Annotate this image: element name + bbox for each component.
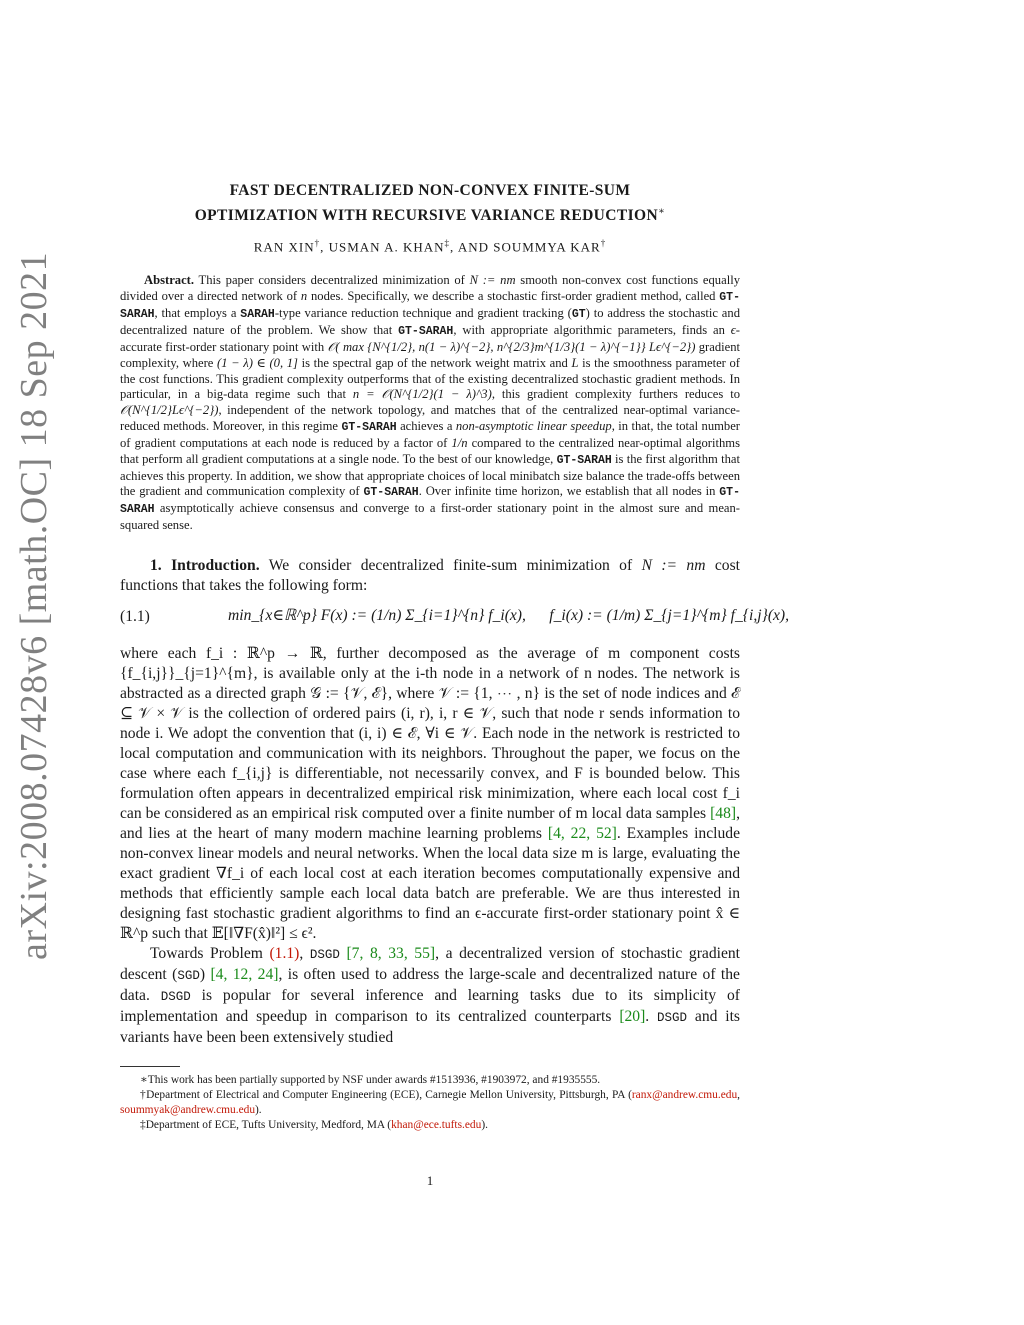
citation-link[interactable]: [7, 8, 33, 55] (346, 944, 436, 962)
intro-paragraph-3: Towards Problem (1.1), DSGD [7, 8, 33, 55], a decentralized version of stochastic gradient descent (SGD) [4, 12, 24], is often used to address the large-scale and decentralized nature of the data. DSGD is popular for several inference and learning tasks due to its simplicity of implementation and speedup in comparison to its centralized counterparts [20]. DSGD and its variants have been been extensively studied (120, 944, 741, 1046)
email-link[interactable]: soummyak@andrew.cmu.edu (120, 1103, 256, 1116)
algorithm-name: GT-SARAH (120, 291, 740, 322)
abstract: Abstract. This paper considers decentralized minimization of N := nm smooth non-convex cost functions equally divided over a directed network of n nodes. Specifically, we describe a stochastic first-order gradient method, called GT-SARAH, that employs a SARAH-type variance reduction technique and gradient tracking (GT) to address the stochastic and decentralized nature of the problem. We show that GT-SARAH, with appropriate algorithmic parameters, finds an ϵ-accurate first-order stationary point with 𝒪( max {N^{1/2}, n(1 − λ)^{−2}, n^{2/3}m^{1/3}(1 − λ)^{−1}} Lϵ^{−2}) gradient complexity, where (1 − λ) ∈ (0, 1] is the spectral gap of the network weight matrix and L is the smoothness parameter of the cost functions. This gradient complexity outperforms that of the existing decentralized stochastic gradient methods. In particular, in a big-data regime such that n = 𝒪(N^{1/2}(1 − λ)^3), this gradient complexity furthers reduces to 𝒪(N^{1/2}Lϵ^{−2}), independent of the network topology, and matches that of the centralized near-optimal variance-reduced methods. Moreover, in this regime GT-SARAH achieves a non-asymptotic linear speedup, in that, the total number of gradient computations at each node is reduced by a factor of 1/n compared to the centralized near-optimal algorithms that perform all gradient computations at a single node. To the best of our knowledge, GT-SARAH is the first algorithm that achieves this property. In addition, we show that appropriate choices of local minibatch size balance the trade-offs between the gradient and communication complexity of GT-SARAH. Over infinite time horizon, we establish that all nodes in GT-SARAH asymptotically achieve consensus and converge to a first-order stationary point in the almost sure and mean-squared sense. (120, 273, 741, 533)
equation-body: min_{x∈ℝ^p} F(x) := (1/n) Σ_{i=1}^{n} f_i(x), f_i(x) := (1/m) Σ_{j=1}^{m} f_{i,j}(x), (228, 606, 790, 624)
email-link[interactable]: ranx@andrew.cmu.edu (631, 1088, 738, 1101)
author-list: RAN XIN†, USMAN A. KHAN‡, AND SOUMMYA KAR† (253, 238, 607, 255)
citation-link[interactable]: [4, 22, 52] (547, 824, 617, 842)
footnote-affiliation-cmu: †Department of Electrical and Computer Engineering (ECE), Carnegie Mellon University, Pittsburgh, PA (ranx@andrew.cmu.edu, soummyak@andrew.cmu.edu). (120, 1088, 740, 1116)
title-line-2: OPTIMIZATION WITH RECURSIVE VARIANCE REDUCTION∗ (194, 206, 666, 225)
title-line-1: FAST DECENTRALIZED NON-CONVEX FINITE-SUM (229, 182, 631, 199)
citation-link[interactable]: [48] (710, 804, 737, 822)
intro-paragraph-2: where each f_i : ℝ^p → ℝ, further decomposed as the average of m component costs {f_{i,j}}_{j=1}^{m}, is available only at the i-th node in a network of n nodes. The network is abstracted as a directed graph 𝒢 := {𝒱, ℰ}, where 𝒱 := {1, ⋯ , n} is the set of node indices and ℰ ⊆ 𝒱 × 𝒱 is the collection of ordered pairs (i, r), i, r ∈ 𝒱, such that node r sends information to node i. We adopt the convention that (i, i) ∈ ℰ, ∀i ∈ 𝒱. Each node in the network is restricted to local computation and communication with its neighbors. Throughout the paper, we focus on the case where each f_{i,j} is differentiable, not necessarily convex, and F is bounded below. This formulation often appears in decentralized empirical risk minimization, where each local cost f_i can be considered as an empirical risk computed over a finite number of m local data samples [48], and lies at the heart of many modern machine learning problems [4, 22, 52]. Examples include non-convex linear models and neural networks. When the local data size m is large, evaluating the exact gradient ∇f_i of each local cost at each iteration becomes computationally expensive and methods that efficiently sample each local data batch are preferable. We are thus interested in designing fast stochastic gradient algorithms to find an ϵ-accurate first-order stationary point x̂ ∈ ℝ^p such that 𝔼[‖∇F(x̂)‖²] ≤ ϵ². (120, 644, 740, 942)
introduction-section: 1. Introduction. We consider decentralized finite-sum minimization of N := nm cost functions that takes the following form: (120, 556, 740, 594)
equation-reference-link[interactable]: (1.1) (269, 944, 300, 962)
section-heading: Introduction. (171, 556, 260, 574)
email-link[interactable]: khan@ece.tufts.edu (391, 1118, 482, 1131)
title-footnote-mark: ∗ (658, 206, 666, 217)
page-number: 1 (426, 1173, 434, 1188)
section-number: 1. (150, 556, 162, 574)
paper-title (120, 180, 740, 226)
citation-link[interactable]: [4, 12, 24] (210, 965, 279, 983)
paper-page (120, 180, 790, 1188)
abstract-label: Abstract. (144, 273, 195, 288)
citation-link[interactable]: [20] (619, 1007, 646, 1025)
footnotes (120, 1073, 740, 1133)
equation-1-1 (120, 604, 790, 634)
footnote-funding: ∗This work has been partially supported by NSF under awards #1513936, #1903972, and #1935555. (140, 1073, 601, 1086)
complexity-formula: 𝒪( max {N^{1/2}, n(1 − λ)^{−2}, n^{2/3}m^{1/3}(1 − λ)^{−1}} Lϵ^{−2}) (327, 339, 696, 354)
arxiv-identifier-stamp: arXiv:2008.07428v6 [math.OC] 18 Sep 2021 (13, 251, 55, 960)
footnote-affiliation-tufts: ‡Department of ECE, Tufts University, Medford, MA (khan@ece.tufts.edu). (140, 1118, 488, 1131)
footnote-divider (120, 1066, 180, 1067)
equation-label: (1.1) (120, 607, 150, 625)
